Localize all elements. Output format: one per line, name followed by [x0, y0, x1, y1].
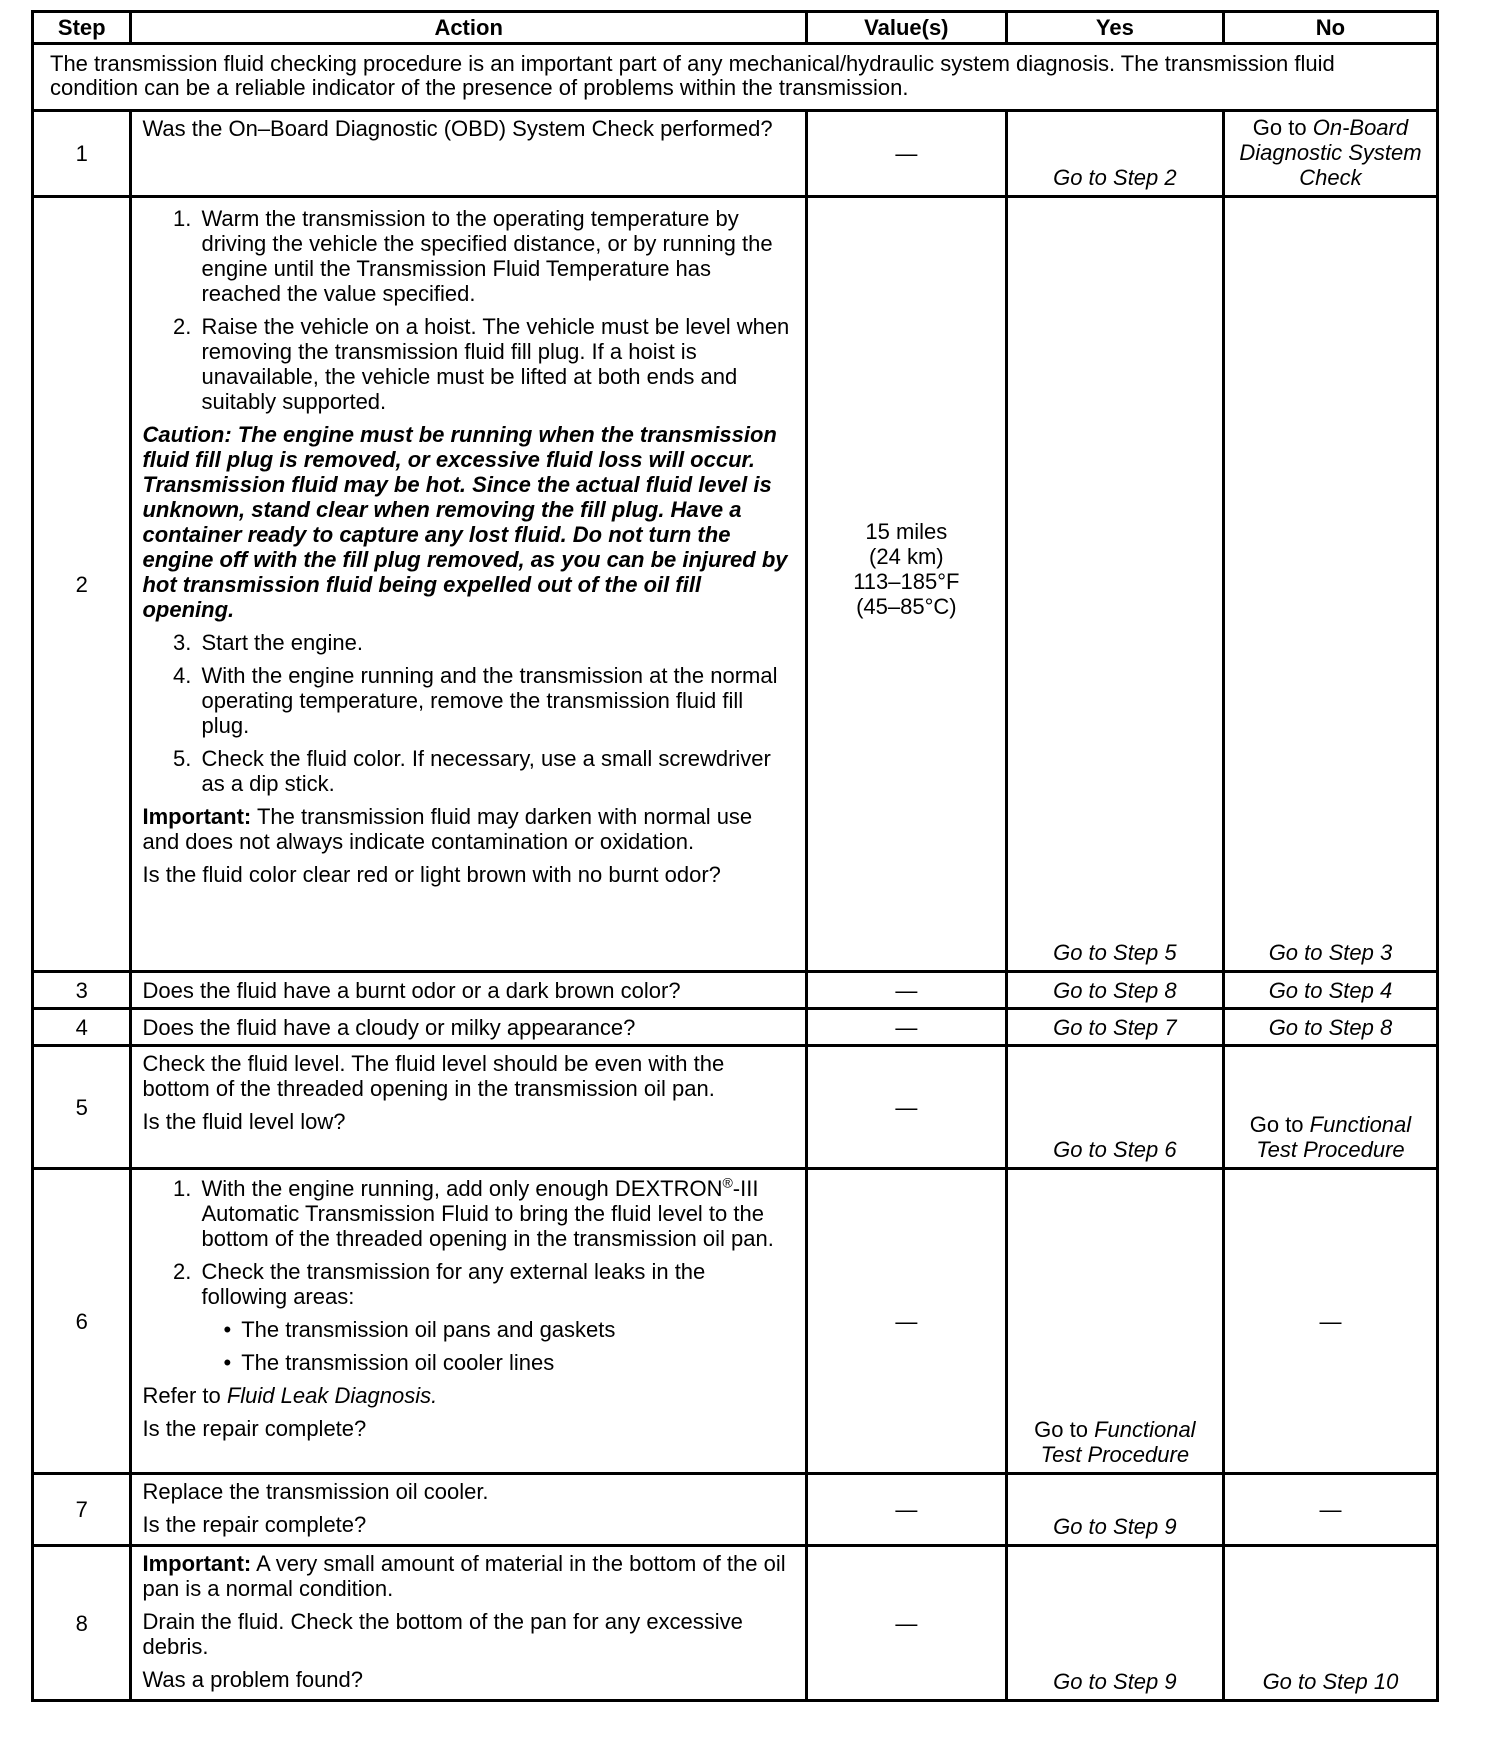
list-item: 3. Start the engine.: [197, 630, 794, 655]
yes-goto-prefix: Go to: [1034, 1417, 1095, 1442]
step-number: 7: [33, 1474, 131, 1546]
bullet-item: • The transmission oil cooler lines: [237, 1350, 794, 1375]
action-cell: Does the fluid have a cloudy or milky appearance?: [131, 1009, 806, 1046]
important-text: The transmission fluid may darken with normal use and does not always indicate contamination or oxidation.: [142, 804, 753, 854]
value-line: (45–85°C): [856, 594, 957, 619]
yes-cell: [1006, 1009, 1223, 1046]
yes-goto-link[interactable]: Go to Step 6: [1053, 1137, 1177, 1162]
procedure-list: [142, 1176, 794, 1375]
value-cell: —: [806, 1169, 1006, 1474]
procedure-list: [142, 630, 794, 796]
table-row: [33, 1169, 1438, 1474]
no-cell: [1223, 972, 1437, 1009]
refer-link[interactable]: Fluid Leak Diagnosis.: [226, 1383, 438, 1408]
no-goto-prefix: Go to: [1252, 115, 1313, 140]
refer-note: [142, 1383, 794, 1408]
value-line: (24 km): [869, 544, 944, 569]
header-no: No: [1223, 12, 1437, 44]
no-cell: [1223, 1546, 1437, 1701]
important-note: [142, 804, 794, 854]
value-cell: [806, 197, 1006, 972]
bullet-item: • The transmission oil pans and gaskets: [237, 1317, 794, 1342]
no-cell: —: [1223, 1474, 1437, 1546]
step-number: 2: [33, 197, 131, 972]
yes-goto-link[interactable]: Go to Step 9: [1053, 1514, 1177, 1539]
header-step: Step: [33, 12, 131, 44]
header-row: [33, 12, 1438, 44]
yes-cell: [1006, 197, 1223, 972]
table-row: [33, 1009, 1438, 1046]
value-cell: —: [806, 1009, 1006, 1046]
value-cell: —: [806, 1046, 1006, 1169]
yes-cell: [1006, 972, 1223, 1009]
action-cell: [131, 1546, 806, 1701]
action-cell: [131, 1474, 806, 1546]
no-goto-link[interactable]: Go to Step 4: [1268, 977, 1393, 1003]
action-cell: [131, 1169, 806, 1474]
question-text: Is the fluid color clear red or light brown with no burnt odor?: [142, 862, 721, 887]
list-item: 2. Raise the vehicle on a hoist. The vehicle must be level when removing the transmission fluid fill plug. If a hoist is unavailable, the vehicle must be lifted at both ends and suitably supported.: [197, 314, 794, 414]
yes-goto-link[interactable]: Go to Step 7: [1053, 1014, 1177, 1040]
header-action: Action: [131, 12, 806, 44]
table-row: [33, 1474, 1438, 1546]
value-line: 15 miles: [865, 519, 948, 544]
no-goto-link[interactable]: On-Board Diagnostic System Check: [1239, 115, 1422, 190]
no-cell: [1223, 111, 1437, 197]
no-cell: [1223, 1009, 1437, 1046]
table-row: [33, 197, 1438, 972]
header-yes: Yes: [1006, 12, 1223, 44]
question-text: Is the fluid level low?: [142, 1109, 346, 1134]
list-item: [197, 1259, 794, 1375]
important-label: Important:: [142, 1551, 252, 1576]
no-goto-link[interactable]: Functional Test Procedure: [1256, 1112, 1412, 1162]
table-row: [33, 111, 1438, 197]
intro-row: [33, 44, 1438, 111]
important-text: A very small amount of material in the bottom of the oil pan is a normal condition.: [142, 1551, 786, 1601]
action-cell: [131, 197, 806, 972]
step-number: 3: [33, 972, 131, 1009]
action-text: Replace the transmission oil cooler.: [142, 1479, 489, 1504]
no-goto-link[interactable]: Go to Step 10: [1262, 1669, 1399, 1694]
procedure-list: [142, 206, 794, 414]
no-cell: —: [1223, 1169, 1437, 1474]
yes-goto-link[interactable]: Go to Step 2: [1053, 165, 1177, 190]
no-cell: [1223, 1046, 1437, 1169]
yes-cell: [1006, 1169, 1223, 1474]
yes-goto-link[interactable]: Go to Step 8: [1053, 977, 1177, 1003]
yes-cell: [1006, 1546, 1223, 1701]
step-number: 5: [33, 1046, 131, 1169]
important-note: [142, 1551, 794, 1601]
yes-goto-link[interactable]: Go to Step 5: [1053, 940, 1177, 965]
action-cell: [131, 1046, 806, 1169]
step-number: 8: [33, 1546, 131, 1701]
list-item: 5. Check the fluid color. If necessary, use a small screwdriver as a dip stick.: [197, 746, 794, 796]
value-line: 113–185°F: [853, 569, 960, 594]
yes-cell: [1006, 1046, 1223, 1169]
action-cell: Was the On–Board Diagnostic (OBD) System Check performed?: [131, 111, 806, 197]
step-number: 6: [33, 1169, 131, 1474]
no-cell: [1223, 197, 1437, 972]
value-cell: —: [806, 111, 1006, 197]
bullet-list: [201, 1317, 794, 1375]
table-row: [33, 972, 1438, 1009]
step-number: 4: [33, 1009, 131, 1046]
diagnostic-table-page: [31, 10, 1439, 1702]
value-cell: —: [806, 972, 1006, 1009]
diagnostic-table: [31, 10, 1439, 1702]
yes-cell: [1006, 111, 1223, 197]
value-cell: —: [806, 1546, 1006, 1701]
no-goto-link[interactable]: Go to Step 8: [1268, 1014, 1393, 1040]
yes-goto-link[interactable]: Go to Step 9: [1053, 1669, 1177, 1694]
action-cell: Does the fluid have a burnt odor or a dark brown color?: [131, 972, 806, 1009]
action-text: Drain the fluid. Check the bottom of the pan for any excessive debris.: [142, 1609, 743, 1659]
important-label: Important:: [142, 804, 252, 829]
no-goto-link[interactable]: Go to Step 3: [1268, 940, 1393, 965]
registered-mark: ®: [722, 1174, 733, 1191]
step-number: 1: [33, 111, 131, 197]
question-text: Is the repair complete?: [142, 1512, 367, 1537]
yes-goto-link[interactable]: Functional Test Procedure: [1040, 1417, 1196, 1467]
list-item: 1. Warm the transmission to the operating temperature by driving the vehicle the specified distance, or by running the engine until the Transmission Fluid Temperature has reached the value specified.: [197, 206, 794, 306]
list-item: 4. With the engine running and the transmission at the normal operating temperature, remove the transmission fluid fill plug.: [197, 663, 794, 738]
yes-cell: [1006, 1474, 1223, 1546]
list-item-text: Check the transmission for any external leaks in the following areas:: [201, 1259, 706, 1309]
value-cell: —: [806, 1474, 1006, 1546]
list-item-text: With the engine running, add only enough DEXTRON: [201, 1176, 723, 1201]
list-item-text: -III Automatic Transmission Fluid to bring the fluid level to the bottom of the threaded opening in the transmission oil pan.: [201, 1176, 774, 1251]
intro-text: The transmission fluid checking procedure is an important part of any mechanical/hydraulic system diagnosis. The transmission fluid condition can be a reliable indicator of the presence of problems within the transmission.: [33, 44, 1438, 111]
refer-prefix: Refer to: [142, 1383, 227, 1408]
no-goto-prefix: Go to: [1249, 1112, 1310, 1137]
question-text: Is the repair complete?: [142, 1416, 367, 1441]
list-item: [197, 1176, 794, 1251]
table-row: [33, 1046, 1438, 1169]
header-values: Value(s): [806, 12, 1006, 44]
table-row: [33, 1546, 1438, 1701]
caution-text: Caution: The engine must be running when the transmission fluid fill plug is removed, or excessive fluid loss will occur. Transmission fluid may be hot. Since the actual fluid level is unknown, stand clear when removing the fill plug. Have a container ready to capture any lost fluid. Do not turn the engine off with the fill plug removed, as you can be injured by hot transmission fluid being expelled out of the oil fill opening.: [142, 422, 788, 622]
action-text: Check the fluid level. The fluid level should be even with the bottom of the threaded opening in the transmission oil pan.: [142, 1051, 725, 1101]
question-text: Was a problem found?: [142, 1667, 364, 1692]
